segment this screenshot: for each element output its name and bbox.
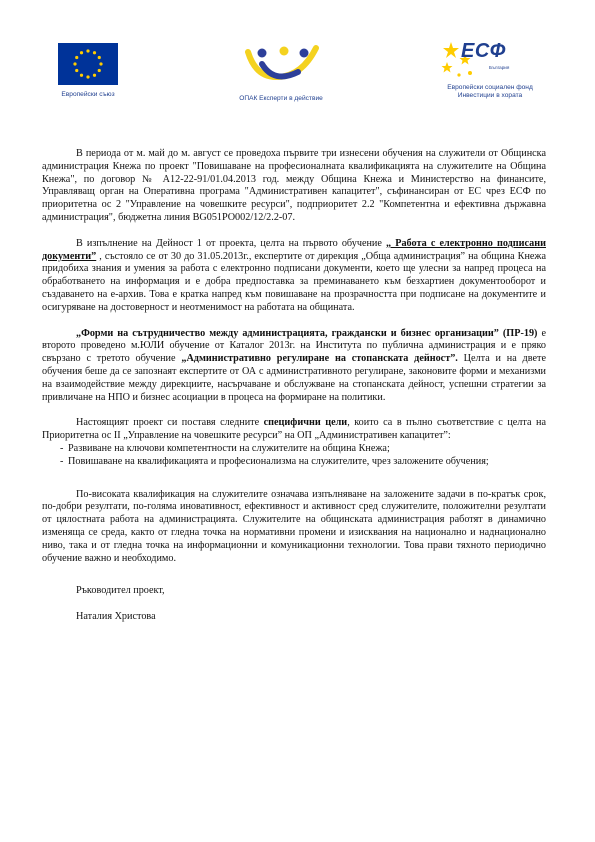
training-title-cooperation: „Форми на сътрудничество между администрацията, граждански и бизнес организации” (ПР-19) — [76, 327, 538, 339]
eu-star — [86, 49, 89, 52]
paragraph-activity-1 — [42, 238, 546, 315]
eu-star — [80, 74, 83, 77]
eu-flag-icon — [57, 42, 119, 86]
esf-caption-line1: Европейски социален фонд — [447, 84, 533, 91]
training-title-regulation: „Административно регулиране на стопанската дейност”. — [181, 353, 458, 365]
document-body — [42, 148, 546, 624]
eu-star — [80, 51, 83, 54]
signature-name: Наталия Христова — [76, 611, 156, 623]
eu-star — [98, 56, 101, 59]
training-title-esign: „ Работа с електронно подписани документи” — [42, 237, 546, 262]
paragraph-trainings — [42, 328, 546, 405]
activity-1-lead: В изпълнение на Дейност 1 от проекта, целта на първото обучение — [76, 237, 387, 249]
paragraph-goals — [42, 417, 546, 443]
esf-mark — [431, 38, 549, 84]
goal-1: Развиване на ключови компетентности на служителите на община Кнежа; — [68, 442, 390, 454]
esf-caption-line2: Инвестиции в хората — [457, 92, 523, 99]
opak-figure-icon — [226, 44, 336, 90]
eu-caption: Европейски съюз — [61, 91, 115, 98]
opak-caption: ОПАК Експерти в действие — [239, 95, 323, 102]
goals-lead: Настоящият проект си поставя следните — [76, 417, 264, 429]
trainings-text-2: Целта и на двете обучения беше да се запознаят експертите от ОА с административното регулиране, законовите форми и механизми на взаимодействие между дирекциите, насърчаване и обслужване на стопанската дейност, успешни стратегии за привличане на НПО и бизнес асоциации в процеса на формиране на политики. — [42, 353, 546, 403]
eu-star — [93, 74, 96, 77]
logo-header — [0, 38, 595, 118]
trainings-text-1: е второто проведено м.ЮЛИ обучение от Каталог 2013г. на Института по публична администрация и е пряко свързано с третото обучение — [42, 327, 546, 365]
eu-star — [73, 62, 76, 65]
esf-sub: България — [489, 65, 510, 70]
eu-logo — [57, 42, 119, 99]
paragraph-conclusion: По-високата квалификация на служителите означава изпълняване на заложените задачи в по-кратък срок, по-добри резултати, по-голяма иновативност, ефективност и активност сред служителите, положителни резултати от цялостната работа на администрацията. Служителите на общинската администрация работят в динамично изменяща се среда, както от гледна точка на нормативни промени и изисквания на национално и наднационално ниво, така и от гледна точка на информационни и комуникационни технологии. Това прави тяхното периодично обучение важно и необходимо. — [42, 488, 546, 564]
opak-logo — [226, 44, 336, 103]
eu-star — [75, 69, 78, 72]
goals-list — [42, 443, 546, 469]
signature-title: Ръководител проект, — [76, 585, 165, 597]
list-item: - Развиване на ключови компетентности на служителите на община Кнежа; — [60, 442, 390, 454]
eu-star — [86, 75, 89, 78]
eu-star — [98, 69, 101, 72]
eu-star — [99, 62, 102, 65]
eu-star — [93, 51, 96, 54]
goal-2: Повишаване на квалификацията и професионализма на служителите, чрез заложените обучения; — [68, 455, 489, 467]
list-item: - Повишаване на квалификацията и професионализма на служителите, чрез заложените обучения; — [60, 455, 489, 467]
paragraph-intro: В периода от м. май до м. август се проведоха първите три изнесени обучения на служители от Общинска администрация Кнежа по проект "Повишаване на професионалната квалификацията на служителите на Община Кнежа", по договор № А12-22-91/01.04.2013 год. между Община Кнежа и Министерство на финансите, Управляващ орган на Оперативна програма "Административен капацитет", съфинансиран от ЕС чрез ЕСФ по приоритетна ос 2 "Управление на човешките ресурси", подприоритет 2.2 "Компетентна и ефективна държавна администрация", бюджетна линия BG051PO002/12/2.2-07. — [42, 148, 546, 223]
activity-1-text: , състояло се от 30 до 31.05.2013г., експертите от дирекция „Обща администрация” на община Кнежа придобиха знания и умения за работа с електронно подписани документи, което ще улесни за напред процеса на обработването на информация и е добра предпоставка за преминаването към безхартиен документооборот и създаването на е-архив. Това е кратка напред към повишаване на прозрачността при подписане на документите и осигуряване на достоверност и неотменимост на работата на общината. — [42, 250, 546, 313]
goals-text: , които са в пълно съответствие с целта на Приоритетна ос II „Управление на човешките ресурси” на ОП „Административен капацитет”: — [42, 417, 546, 442]
goals-emphasis: специфични цели — [263, 417, 348, 429]
esf-wordmark: ЕСФ — [461, 40, 506, 62]
eu-star — [75, 56, 78, 59]
esf-logo — [431, 38, 549, 100]
